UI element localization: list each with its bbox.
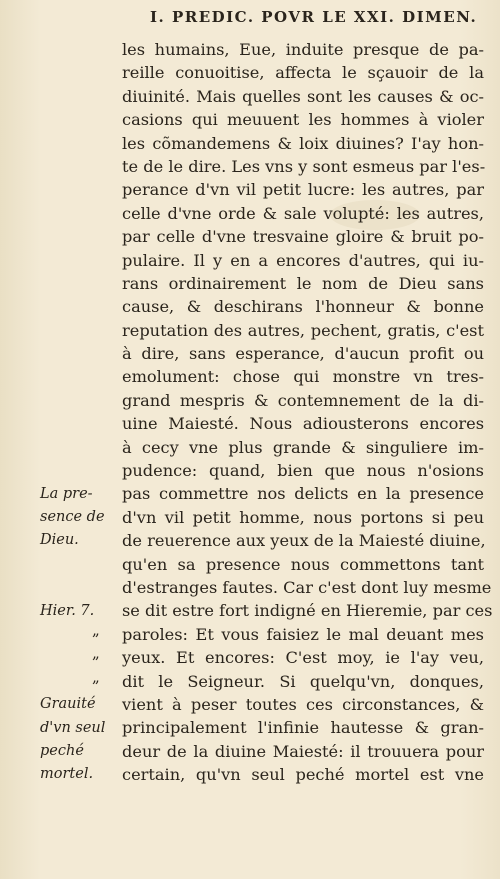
text-line: paroles: Et vous faisiez le mal deuant mes [122,624,484,644]
running-head: I. PREDIC. POVR LE XXI. DIMEN. [150,8,478,26]
text-line: reputation des autres, pechent, gratis, c'est [122,320,484,340]
margin-note: d'vn seul [40,719,106,736]
margin-note: sence de [40,509,105,525]
margin-note: Hier. 7. [40,602,95,619]
text-line: cause, & deschirans l'honneur & bonne [122,297,484,317]
body-text [122,38,493,787]
text-line: se dit estre fort indigné en Hieremie, par ces [122,601,493,621]
margin-note: peché [40,743,84,759]
margin-note: La pre- [40,485,93,502]
text-line: te de le dire. Les vns y sont esmeus par l'es- [122,156,486,176]
text-line: dit le Seigneur. Si quelqu'vn, donques, [122,671,484,691]
margin-note: Grauité [40,696,96,713]
quote-mark: „ [92,621,100,639]
text-line: d'estranges fautes. Car c'est dont luy mesme [122,577,492,597]
text-line: d'vn vil petit homme, nous portons si peu [122,507,484,527]
text-line: pas commettre nos delicts en la presence [122,484,484,504]
text-line: les humains, Eue, induite presque de pa- [122,40,484,59]
text-line: à cecy vne plus grande & singuliere im- [122,437,484,457]
margin-note: mortel. [40,766,94,783]
text-line: uine Maiesté. Nous adiousterons encores [122,414,484,434]
text-line: les cõmandemens & loix diuines? I'ay hon- [122,133,484,153]
text-line: à dire, sans esperance, d'aucun profit ou [122,344,484,364]
quote-mark: „ [92,644,100,663]
text-line: pulaire. Il y en a encores d'autres, qui iu- [122,250,484,270]
text-line: diuinité. Mais quelles sont les causes & oc- [122,86,484,106]
quote-mark: „ [92,667,100,686]
text-line: celle d'vne orde & sale volupté: les autres, [122,203,484,223]
text-line: yeux. Et encores: C'est moy, ie l'ay veu, [122,648,484,668]
text-line: principalement l'infinie hautesse & gran- [122,718,484,738]
text-line: rans ordinairement le nom de Dieu sans [122,273,484,293]
text-line: emolument: chose qui monstre vn tres- [122,367,484,387]
text-line: vient à peser toutes ces circonstances, & [122,694,484,714]
margin-notes [0,0,120,879]
text-line: certain, qu'vn seul peché mortel est vne [122,765,484,785]
text-line: perance d'vn vil petit lucre: les autres, par [122,180,484,200]
text-line: pudence: quand, bien que nous n'osions [122,461,484,481]
margin-note: Dieu. [40,532,79,549]
text-line: grand mespris & contemnement de la di- [122,390,484,410]
text-line: deur de la diuine Maiesté: il trouuera pour [122,741,484,761]
text-line: de reuerence aux yeux de la Maiesté diuine, [122,531,486,551]
text-line: par celle d'vne tresvaine gloire & bruit po- [122,227,484,247]
text-line: reille conuoitise, affecta le sçauoir de la [122,63,484,83]
text-line: qu'en sa presence nous commettons tant [122,554,484,574]
text-line: casions qui meuuent les hommes à violer [122,110,484,130]
